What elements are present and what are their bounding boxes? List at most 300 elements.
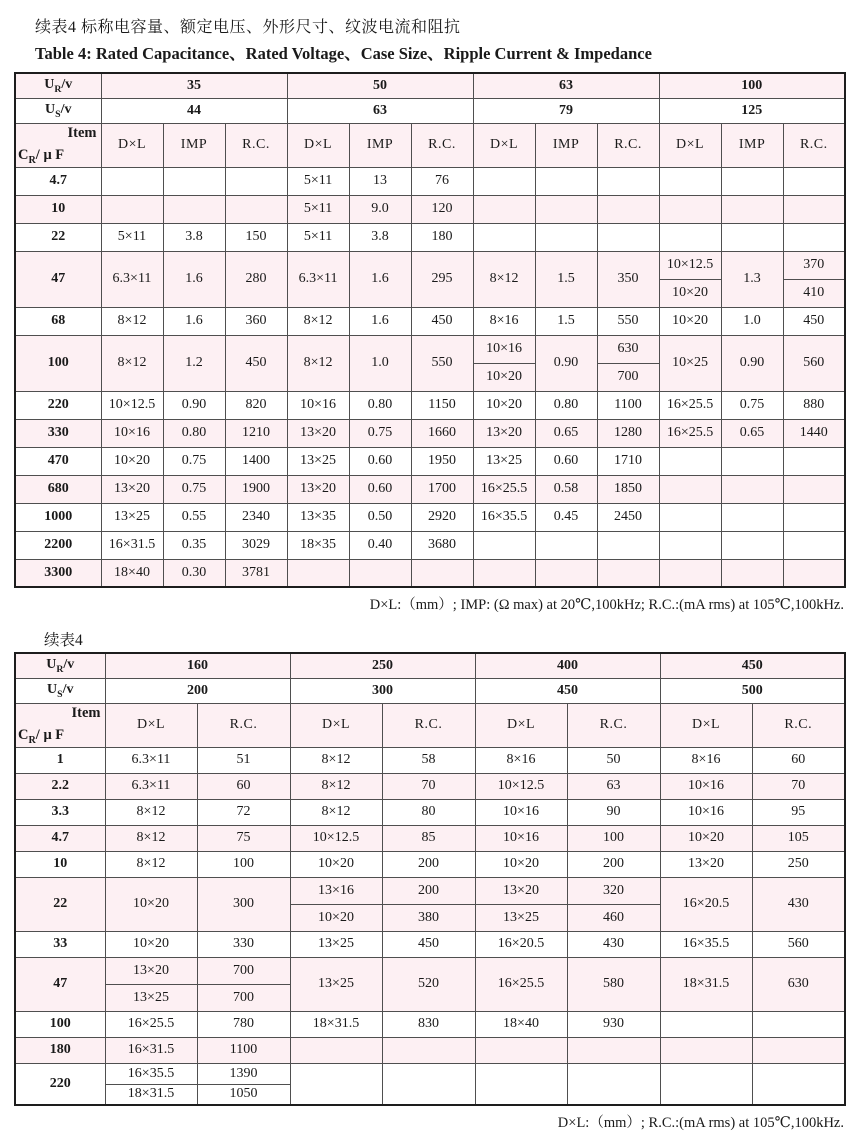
table-cell: 10×12.5 <box>290 825 382 851</box>
table-cell: 51 <box>197 747 290 773</box>
row-header-cell: 47 <box>15 251 101 307</box>
table-cell: 105 <box>752 825 845 851</box>
table-cell: 430 <box>752 877 845 931</box>
table-cell: 8×16 <box>473 307 535 335</box>
table-cell: 0.65 <box>721 419 783 447</box>
table-cell <box>473 167 535 195</box>
table-cell: 460 <box>567 904 660 931</box>
table-row <box>15 1063 845 1084</box>
table-cell: D×L <box>287 123 349 167</box>
table-cell: 1.6 <box>349 251 411 307</box>
table-cell: 100 <box>197 851 290 877</box>
table-cell: 18×31.5 <box>290 1011 382 1037</box>
table-cell <box>535 195 597 223</box>
table-cell: 150 <box>225 223 287 251</box>
table-cell: 13×25 <box>105 984 197 1011</box>
row-header-cell: 10 <box>15 851 105 877</box>
table-cell: 200 <box>105 678 290 703</box>
table-cell <box>473 195 535 223</box>
table-cell: R.C. <box>411 123 473 167</box>
table-cell: D×L <box>105 703 197 747</box>
table-cell: 13×35 <box>287 503 349 531</box>
table-cell: 100 <box>567 825 660 851</box>
table-cell <box>101 195 163 223</box>
table-cell: 8×16 <box>475 747 567 773</box>
table-row <box>15 1011 845 1037</box>
table-cell <box>567 1063 660 1105</box>
table-row <box>15 195 845 223</box>
table-cell: 16×31.5 <box>101 531 163 559</box>
table-cell <box>783 503 845 531</box>
table-cell <box>783 531 845 559</box>
table-cell: 10×16 <box>660 773 752 799</box>
table-cell: 85 <box>382 825 475 851</box>
table-cell: 200 <box>382 877 475 904</box>
page-title-zh: 续表4 标称电容量、额定电压、外形尺寸、纹波电流和阻抗 <box>35 19 461 36</box>
table-cell: 295 <box>411 251 473 307</box>
table-row <box>15 678 845 703</box>
row-header-cell: 220 <box>15 391 101 419</box>
table-cell <box>721 559 783 587</box>
table-cell: D×L <box>659 123 721 167</box>
page-title-en: Table 4: Rated Capacitance、Rated Voltage、Case Size、Ripple Current & Impedance <box>35 44 652 63</box>
table-cell: 13×25 <box>473 447 535 475</box>
table-cell: R.C. <box>752 703 845 747</box>
table-cell <box>659 503 721 531</box>
diag-item-label: Item <box>67 124 97 141</box>
table-cell: 16×31.5 <box>105 1037 197 1063</box>
table-cell: 10×20 <box>473 363 535 391</box>
table-cell: R.C. <box>597 123 659 167</box>
table-cell: 450 <box>225 335 287 391</box>
table-cell: 1050 <box>197 1084 290 1105</box>
table-cell <box>597 559 659 587</box>
table-cell: 16×25.5 <box>659 419 721 447</box>
table-cell <box>475 1037 567 1063</box>
table-cell: 13×20 <box>475 877 567 904</box>
table-row <box>15 251 845 279</box>
table-cell: 1.5 <box>535 251 597 307</box>
table-cell: 160 <box>105 653 290 678</box>
table-cell <box>660 1063 752 1105</box>
row-header-cell: 1 <box>15 747 105 773</box>
table-cell: 10×16 <box>473 335 535 363</box>
table-cell: D×L <box>290 703 382 747</box>
table-cell: 3680 <box>411 531 473 559</box>
table-cell: 13×20 <box>101 475 163 503</box>
row-header-cell: 10 <box>15 195 101 223</box>
table-cell: 10×20 <box>101 447 163 475</box>
table-cell: 10×16 <box>475 799 567 825</box>
table-row <box>15 773 845 799</box>
table-cell: 8×12 <box>101 335 163 391</box>
table-cell: 820 <box>225 391 287 419</box>
table-cell: 1390 <box>197 1063 290 1084</box>
table-cell: 10×20 <box>105 931 197 957</box>
table-cell: R.C. <box>567 703 660 747</box>
row-header-cell: 100 <box>15 1011 105 1037</box>
table-cell: 6.3×11 <box>101 251 163 307</box>
table-cell: 370 <box>783 251 845 279</box>
table-cell: R.C. <box>197 703 290 747</box>
table-cell: 10×16 <box>101 419 163 447</box>
row-header-cell: 470 <box>15 447 101 475</box>
table-cell: 520 <box>382 957 475 1011</box>
table-cell: D×L <box>101 123 163 167</box>
table-cell: 63 <box>567 773 660 799</box>
table-cell: 0.60 <box>349 475 411 503</box>
table-cell: 1660 <box>411 419 473 447</box>
table-cell <box>475 1063 567 1105</box>
table-cell: 300 <box>197 877 290 931</box>
table-cell <box>752 1063 845 1105</box>
table-cell <box>597 195 659 223</box>
table-cell: 200 <box>567 851 660 877</box>
table-cell: 10×20 <box>659 279 721 307</box>
table-cell: 700 <box>597 363 659 391</box>
table-cell: 10×25 <box>659 335 721 391</box>
table-cell: 1440 <box>783 419 845 447</box>
table-cell: 3.8 <box>163 223 225 251</box>
table-cell: 1.6 <box>163 251 225 307</box>
item-diagonal-cell <box>15 703 105 747</box>
table-cell: 280 <box>225 251 287 307</box>
row-header-cell: 22 <box>15 223 101 251</box>
diag-cr-label: $C_R/$ μ F <box>18 146 65 166</box>
table-row <box>15 307 845 335</box>
table-cell: 18×35 <box>287 531 349 559</box>
table-cell: 13×25 <box>290 931 382 957</box>
table-cell: 60 <box>197 773 290 799</box>
table-cell <box>382 1063 475 1105</box>
table-cell: 1100 <box>197 1037 290 1063</box>
table-cell: 0.90 <box>163 391 225 419</box>
table-cell: 300 <box>290 678 475 703</box>
table-cell <box>783 475 845 503</box>
table-cell: 63 <box>473 73 659 98</box>
table-cell: 1950 <box>411 447 473 475</box>
table-cell <box>101 167 163 195</box>
table-cell: 2450 <box>597 503 659 531</box>
table-cell: 330 <box>197 931 290 957</box>
table-cell <box>783 447 845 475</box>
table-cell <box>783 223 845 251</box>
table-cell: 450 <box>382 931 475 957</box>
row-header-cell: 680 <box>15 475 101 503</box>
table-cell <box>349 559 411 587</box>
table-cell: IMP <box>163 123 225 167</box>
table-row <box>15 877 845 904</box>
table-cell: 250 <box>752 851 845 877</box>
table-cell: 880 <box>783 391 845 419</box>
table-cell <box>783 559 845 587</box>
table-row <box>15 747 845 773</box>
table-cell: 1700 <box>411 475 473 503</box>
table-cell <box>535 167 597 195</box>
table-cell: 1900 <box>225 475 287 503</box>
table-cell: D×L <box>473 123 535 167</box>
row-header-cell: 68 <box>15 307 101 335</box>
row-header-cell: 4.7 <box>15 167 101 195</box>
table-cell: 9.0 <box>349 195 411 223</box>
table-cell: 1280 <box>597 419 659 447</box>
table-cell <box>660 1037 752 1063</box>
table-cell: 5×11 <box>101 223 163 251</box>
table-cell <box>752 1037 845 1063</box>
table-cell: 13×20 <box>473 419 535 447</box>
table-cell: 8×12 <box>290 773 382 799</box>
table-cell: 13×20 <box>105 957 197 984</box>
table-cell: 0.40 <box>349 531 411 559</box>
table-cell: 8×12 <box>105 799 197 825</box>
table-cell: 1100 <box>597 391 659 419</box>
table-cell: 13×20 <box>287 419 349 447</box>
table-row <box>15 335 845 363</box>
table-cell: 780 <box>197 1011 290 1037</box>
table-cell: 10×20 <box>105 877 197 931</box>
table-cell: 630 <box>597 335 659 363</box>
table-cell: 44 <box>101 98 287 123</box>
table-cell: IMP <box>349 123 411 167</box>
table-row <box>15 825 845 851</box>
table-cell: 1710 <box>597 447 659 475</box>
table-cell: 410 <box>783 279 845 307</box>
table-cell: 550 <box>597 307 659 335</box>
table-cell <box>659 447 721 475</box>
table-cell: 0.45 <box>535 503 597 531</box>
table-cell: 2340 <box>225 503 287 531</box>
table-cell: 120 <box>411 195 473 223</box>
table-row <box>15 391 845 419</box>
header-us-v: $U_S/v$ <box>15 98 101 123</box>
table-cell: 79 <box>473 98 659 123</box>
table-cell: 125 <box>659 98 845 123</box>
table-row <box>15 851 845 877</box>
table-cell: 450 <box>660 653 845 678</box>
table-cell: 6.3×11 <box>287 251 349 307</box>
table-cell: 3029 <box>225 531 287 559</box>
table-cell: 2920 <box>411 503 473 531</box>
table-cell <box>535 559 597 587</box>
table-cell: 63 <box>287 98 473 123</box>
table-cell: 0.60 <box>535 447 597 475</box>
table-cell: 100 <box>659 73 845 98</box>
table-cell: 10×20 <box>473 391 535 419</box>
table-cell: 1.2 <box>163 335 225 391</box>
table-cell: 8×12 <box>105 825 197 851</box>
table-row <box>15 98 845 123</box>
table-cell: 1.0 <box>721 307 783 335</box>
table-cell <box>783 167 845 195</box>
table-cell: 3.8 <box>349 223 411 251</box>
table-cell: 35 <box>101 73 287 98</box>
table-cell <box>163 195 225 223</box>
table-cell: 350 <box>597 251 659 307</box>
diag-item-label: Item <box>71 704 101 721</box>
table-row <box>15 167 845 195</box>
table-cell: 18×31.5 <box>660 957 752 1011</box>
table-cell: IMP <box>535 123 597 167</box>
table-cell <box>721 223 783 251</box>
table-cell: 250 <box>290 653 475 678</box>
table-cell: 8×12 <box>287 335 349 391</box>
row-header-cell: 220 <box>15 1063 105 1105</box>
table-cell: 450 <box>411 307 473 335</box>
table-cell <box>411 559 473 587</box>
table-cell: 560 <box>752 931 845 957</box>
table-cell: 450 <box>475 678 660 703</box>
table-cell: 0.75 <box>721 391 783 419</box>
table-row <box>15 653 845 678</box>
table-cell: 1.6 <box>349 307 411 335</box>
table-cell: 16×20.5 <box>660 877 752 931</box>
table-cell: 1.3 <box>721 251 783 307</box>
table-cell: 13×25 <box>287 447 349 475</box>
table-cell: 90 <box>567 799 660 825</box>
table-cell: 430 <box>567 931 660 957</box>
table-cell <box>660 1011 752 1037</box>
table-cell <box>721 195 783 223</box>
footnote-2: D×L:（mm）; R.C.:(mA rms) at 105℃,100kHz. <box>557 1115 844 1131</box>
table-cell <box>163 167 225 195</box>
table-cell: 13×20 <box>660 851 752 877</box>
table-cell <box>659 195 721 223</box>
table-cell: 18×40 <box>101 559 163 587</box>
table-cell <box>290 1063 382 1105</box>
table-cell <box>287 559 349 587</box>
table-row <box>15 957 845 984</box>
table-cell: 0.90 <box>721 335 783 391</box>
table-cell <box>290 1037 382 1063</box>
table-cell <box>535 223 597 251</box>
table-cell <box>659 167 721 195</box>
row-header-cell: 180 <box>15 1037 105 1063</box>
table-row <box>15 503 845 531</box>
table-cell: 10×12.5 <box>101 391 163 419</box>
table-cell <box>721 447 783 475</box>
table-cell: 560 <box>783 335 845 391</box>
table-cell: 13×25 <box>101 503 163 531</box>
table-cell: 5×11 <box>287 195 349 223</box>
table-cell: 1850 <box>597 475 659 503</box>
table-cell: 10×20 <box>659 307 721 335</box>
table-cell: 0.58 <box>535 475 597 503</box>
table-cell: 0.80 <box>535 391 597 419</box>
table-1-rated-capacitance <box>14 72 846 588</box>
table-cell: 80 <box>382 799 475 825</box>
table-cell: 10×20 <box>660 825 752 851</box>
table-cell: 76 <box>411 167 473 195</box>
table-cell: IMP <box>721 123 783 167</box>
row-header-cell: 4.7 <box>15 825 105 851</box>
table-cell <box>659 531 721 559</box>
diag-cr-label: $C_R/$ μ F <box>18 726 65 746</box>
table-cell: 13×16 <box>290 877 382 904</box>
table-cell <box>659 475 721 503</box>
table-cell: 0.75 <box>349 419 411 447</box>
table-cell: 580 <box>567 957 660 1011</box>
table-cell: 10×20 <box>290 851 382 877</box>
table-cell: 500 <box>660 678 845 703</box>
table-cell: 5×11 <box>287 223 349 251</box>
table-cell: 1150 <box>411 391 473 419</box>
table-cell: 10×20 <box>290 904 382 931</box>
table-cell: D×L <box>475 703 567 747</box>
table-cell: R.C. <box>225 123 287 167</box>
table-cell: 700 <box>197 984 290 1011</box>
table-cell: 1210 <box>225 419 287 447</box>
table-row <box>15 419 845 447</box>
table-cell: 0.75 <box>163 475 225 503</box>
table-cell: 5×11 <box>287 167 349 195</box>
table-cell: 10×16 <box>660 799 752 825</box>
table-cell: 930 <box>567 1011 660 1037</box>
table-cell: 10×12.5 <box>475 773 567 799</box>
table-cell: 10×12.5 <box>659 251 721 279</box>
table-cell: 8×12 <box>105 851 197 877</box>
table-cell: 95 <box>752 799 845 825</box>
row-header-cell: 330 <box>15 419 101 447</box>
table-cell: 830 <box>382 1011 475 1037</box>
table-row <box>15 559 845 587</box>
table-cell: 70 <box>382 773 475 799</box>
row-header-cell: 100 <box>15 335 101 391</box>
row-header-cell: 33 <box>15 931 105 957</box>
table-cell: 400 <box>475 653 660 678</box>
item-diagonal-cell <box>15 123 101 167</box>
table-cell <box>567 1037 660 1063</box>
table-cell: 50 <box>567 747 660 773</box>
table-cell: 13 <box>349 167 411 195</box>
table-cell: 0.55 <box>163 503 225 531</box>
table-cell: 72 <box>197 799 290 825</box>
row-header-cell: 47 <box>15 957 105 1011</box>
table-row <box>15 531 845 559</box>
table-cell: 1.5 <box>535 307 597 335</box>
table-cell: 320 <box>567 877 660 904</box>
row-header-cell: 2.2 <box>15 773 105 799</box>
table-cell: 700 <box>197 957 290 984</box>
table-cell: 16×20.5 <box>475 931 567 957</box>
table-cell: 550 <box>411 335 473 391</box>
table-cell: 16×25.5 <box>659 391 721 419</box>
table-cell: 200 <box>382 851 475 877</box>
table-cell: R.C. <box>783 123 845 167</box>
table-cell: 16×25.5 <box>473 475 535 503</box>
table-cell <box>473 559 535 587</box>
table-cell: 1400 <box>225 447 287 475</box>
table-cell: 75 <box>197 825 290 851</box>
table-cell: 0.30 <box>163 559 225 587</box>
table-cell: 8×12 <box>290 799 382 825</box>
table-cell: 6.3×11 <box>105 747 197 773</box>
table-cell <box>783 195 845 223</box>
header-us-v: $U_S/v$ <box>15 678 105 703</box>
table-cell <box>659 223 721 251</box>
row-header-cell: 22 <box>15 877 105 931</box>
table-row <box>15 1037 845 1063</box>
table-cell: 16×25.5 <box>105 1011 197 1037</box>
table-cell: 13×20 <box>287 475 349 503</box>
table-cell <box>721 167 783 195</box>
table-row <box>15 475 845 503</box>
table-cell <box>721 503 783 531</box>
table-cell: 380 <box>382 904 475 931</box>
table-cell: 8×16 <box>660 747 752 773</box>
table-cell: 0.90 <box>535 335 597 391</box>
table-2-continued <box>14 652 846 1106</box>
table-cell <box>752 1011 845 1037</box>
